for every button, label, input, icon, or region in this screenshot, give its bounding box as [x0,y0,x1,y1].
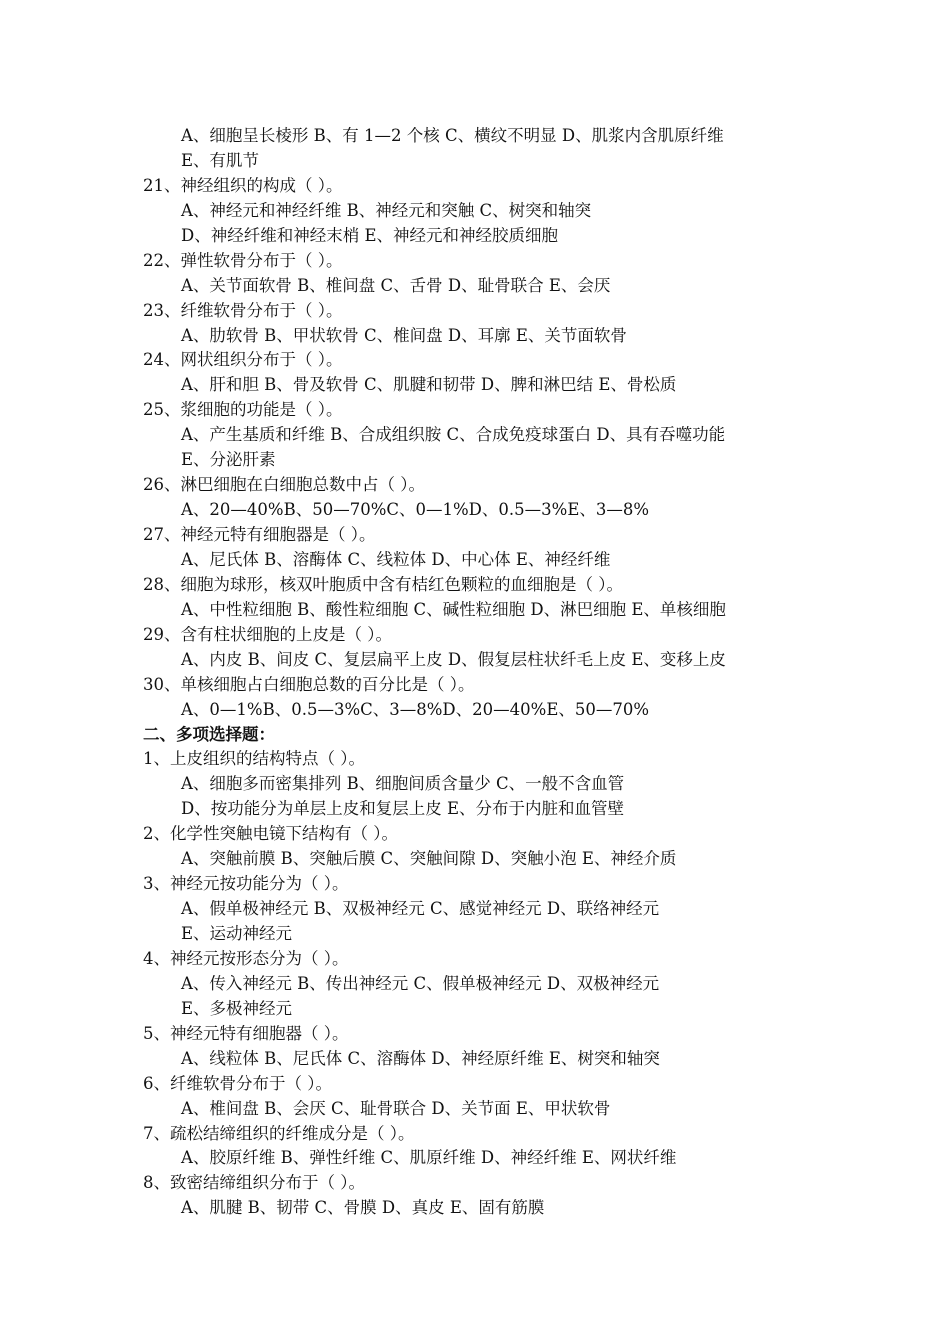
question-stem: 29、含有柱状细胞的上皮是（ ）。 [143,624,392,644]
answer-options: E、多极神经元 [181,998,293,1018]
answer-options: E、分泌肝素 [181,450,276,470]
question-stem: 30、单核细胞占白细胞总数的百分比是（ ）。 [143,674,475,694]
answer-options: A、神经元和神经纤维 B、神经元和突触 C、树突和轴突 [181,200,592,220]
answer-options: A、突触前膜 B、突触后膜 C、突触间隙 D、突触小泡 E、神经介质 [181,849,677,869]
question-stem: 5、神经元特有细胞器（ ）。 [143,1023,349,1043]
answer-options: D、按功能分为单层上皮和复层上皮 E、分布于内脏和血管壁 [181,799,625,819]
answer-options: A、中性粒细胞 B、酸性粒细胞 C、碱性粒细胞 D、淋巴细胞 E、单核细胞 [181,599,726,619]
question-stem: 24、网状组织分布于（ ）。 [143,350,343,370]
question-stem: 21、神经组织的构成（ ）。 [143,175,343,195]
question-stem: 25、浆细胞的功能是（ ）。 [143,400,343,420]
answer-options: A、椎间盘 B、会厌 C、耻骨联合 D、关节面 E、甲状软骨 [181,1098,611,1118]
answer-options: A、内皮 B、间皮 C、复层扁平上皮 D、假复层柱状纤毛上皮 E、变移上皮 [181,649,726,669]
answer-options: A、假单极神经元 B、双极神经元 C、感觉神经元 D、联络神经元 [181,899,660,919]
answer-options: A、线粒体 B、尼氏体 C、溶酶体 D、神经原纤维 E、树突和轴突 [181,1048,660,1068]
answer-options: D、神经纤维和神经末梢 E、神经元和神经胶质细胞 [181,225,559,245]
question-stem: 23、纤维软骨分布于（ ）。 [143,300,343,320]
question-stem: 2、化学性突触电镜下结构有（ ）。 [143,824,398,844]
question-stem: 27、神经元特有细胞器是（ ）。 [143,525,376,544]
answer-options: A、细胞多而密集排列 B、细胞间质含量少 C、一般不含血管 [181,774,625,794]
answer-options: A、肋软骨 B、甲状软骨 C、椎间盘 D、耳廓 E、关节面软骨 [181,325,627,345]
question-stem: 4、神经元按形态分为（ ）。 [143,948,349,968]
answer-options: E、有肌节 [181,150,260,170]
answer-options: A、20—40%B、50—70%C、0—1%D、0.5—3%E、3—8% [181,500,650,520]
question-stem: 28、细胞为球形，核双叶胞质中含有桔红色颗粒的血细胞是（ ）。 [143,574,623,594]
question-stem: 7、疏松结缔组织的纤维成分是（ ）。 [143,1123,415,1143]
question-list [143,124,803,1221]
answer-options: A、细胞呈长棱形 B、有 1—2 个核 C、横纹不明显 D、肌浆内含肌原纤维 [181,126,724,145]
question-stem: 8、致密结缔组织分布于（ ）。 [143,1173,365,1193]
question-stem: 1、上皮组织的结构特点（ ）。 [143,749,365,769]
question-stem: 22、弹性软骨分布于（ ）。 [143,250,343,270]
answer-options: A、肝和胆 B、骨及软骨 C、肌腱和韧带 D、脾和淋巴结 E、骨松质 [181,375,677,395]
answer-options: A、尼氏体 B、溶酶体 C、线粒体 D、中心体 E、神经纤维 [181,549,611,569]
answer-options: A、胶原纤维 B、弹性纤维 C、肌原纤维 D、神经纤维 E、网状纤维 [181,1148,677,1168]
question-stem: 6、纤维软骨分布于（ ）。 [143,1073,332,1093]
answer-options: A、产生基质和纤维 B、合成组织胺 C、合成免疫球蛋白 D、具有吞噬功能 [181,425,726,445]
answer-options: A、肌腱 B、韧带 C、骨膜 D、真皮 E、固有筋膜 [181,1198,545,1218]
section-heading: 二、多项选择题： [143,724,275,744]
question-stem: 26、淋巴细胞在白细胞总数中占（ ）。 [143,475,425,495]
answer-options: A、传入神经元 B、传出神经元 C、假单极神经元 D、双极神经元 [181,973,660,993]
answer-options: E、运动神经元 [181,924,293,943]
question-stem: 3、神经元按功能分为（ ）。 [143,874,349,894]
answer-options: A、0—1%B、0.5—3%C、3—8%D、20—40%E、50—70% [181,699,650,719]
answer-options: A、关节面软骨 B、椎间盘 C、舌骨 D、耻骨联合 E、会厌 [181,275,611,295]
